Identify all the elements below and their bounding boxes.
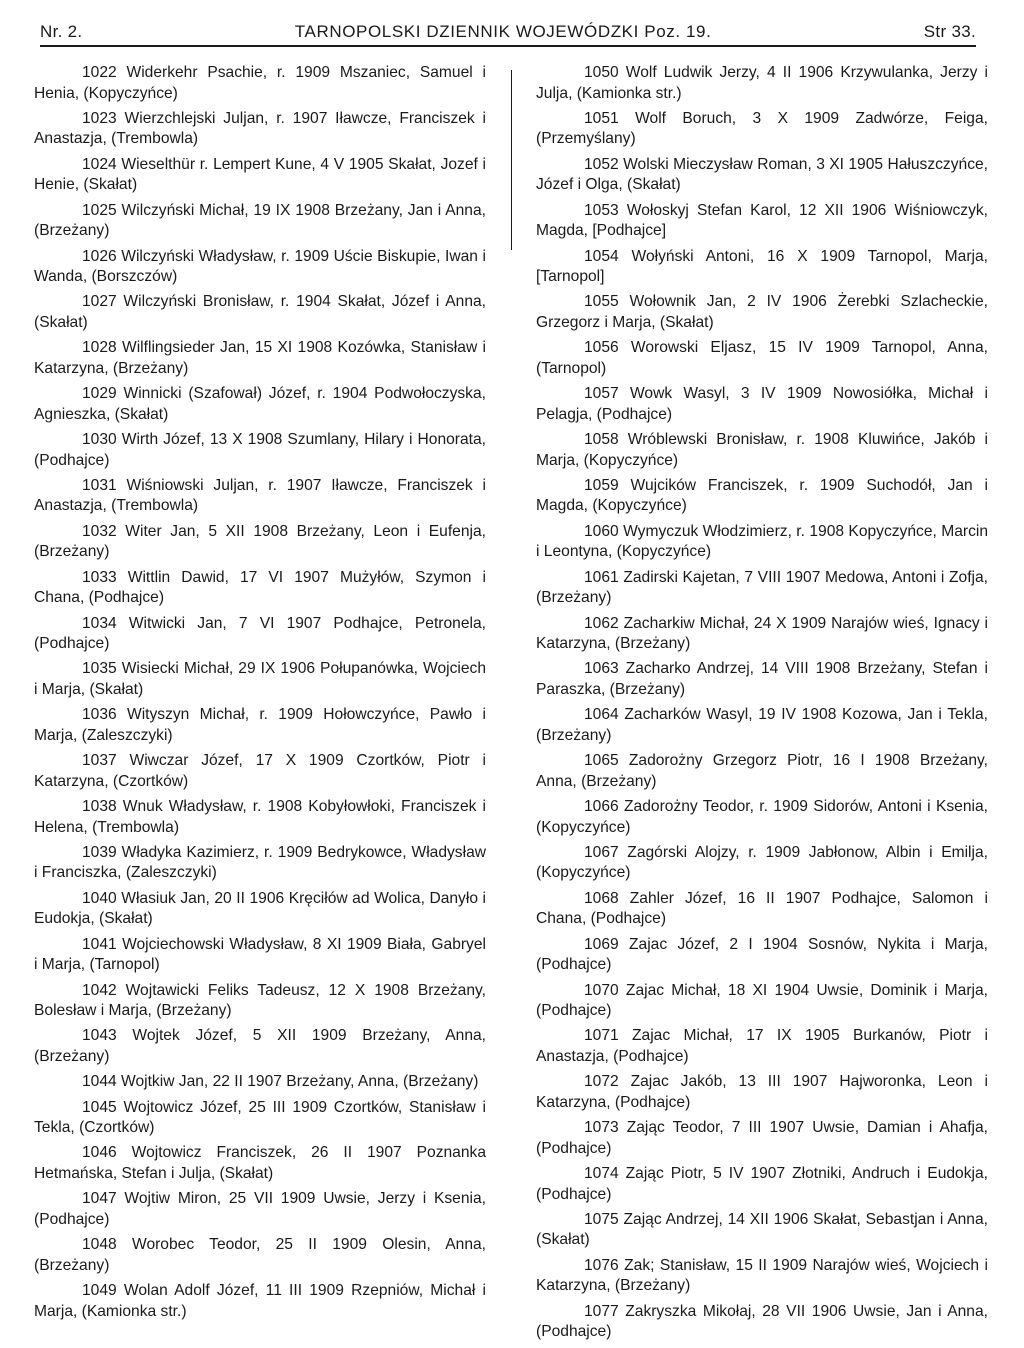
list-entry: 1028 Wilflingsieder Jan, 15 XI 1908 Kozówka, Stanisław i Katarzyna, (Brzeżany)	[34, 339, 486, 377]
list-entry: 1058 Wróblewski Bronisław, r. 1908 Kluwińce, Jakób i Marja, (Kopyczyńce)	[536, 431, 988, 469]
list-entry: 1026 Wilczyński Władysław, r. 1909 Uście Biskupie, Iwan i Wanda, (Borszczów)	[34, 247, 486, 286]
list-entry: 1031 Wiśniowski Juljan, r. 1907 Iławcze, Franciszek i Anastazja, (Trembowla)	[34, 476, 486, 515]
list-entry: 1036 Wityszyn Michał, r. 1909 Hołowczyńce, Pawło i Marja, (Zaleszczyki)	[34, 706, 486, 744]
list-entry: 1057 Wowk Wasyl, 3 IV 1909 Nowosiółka, Michał i Pelagja, (Podhajce)	[536, 385, 988, 423]
list-entry: 1061 Zadirski Kajetan, 7 VIII 1907 Medowa, Antoni i Zofja, (Brzeżany)	[536, 568, 988, 607]
page-header	[40, 12, 976, 47]
list-entry: 1024 Wieselthür r. Lempert Kune, 4 V 1905 Skałat, Jozef i Henie, (Skałat)	[34, 155, 486, 194]
list-entry: 1044 Wojtkiw Jan, 22 II 1907 Brzeżany, Anna, (Brzeżany)	[82, 1073, 479, 1091]
list-entry: 1063 Zacharko Andrzej, 14 VIII 1908 Brzeżany, Stefan i Paraszka, (Brzeżany)	[536, 660, 988, 698]
list-entry: 1041 Wojciechowski Władysław, 8 XI 1909 Biała, Gabryel i Marja, (Tarnopol)	[34, 935, 486, 974]
list-entry: 1068 Zahler Józef, 16 II 1907 Podhajce, Salomon i Chana, (Podhajce)	[536, 889, 988, 928]
list-entry: 1067 Zagórski Alojzy, r. 1909 Jabłonow, Albin i Emilja, (Kopyczyńce)	[536, 843, 988, 882]
list-entry: 1040 Własiuk Jan, 20 II 1906 Kręciłów ad Wolica, Danyło i Eudokja, (Skałat)	[34, 889, 486, 928]
list-entry: 1076 Zak; Stanisław, 15 II 1909 Narajów wieś, Wojciech i Katarzyna, (Brzeżany)	[536, 1256, 988, 1295]
list-entry: 1056 Worowski Eljasz, 15 IV 1909 Tarnopol, Anna, (Tarnopol)	[536, 339, 988, 377]
list-entry: 1025 Wilczyński Michał, 19 IX 1908 Brzeżany, Jan i Anna, (Brzeżany)	[34, 201, 486, 240]
right-column	[536, 63, 988, 1348]
list-entry: 1072 Zajac Jakób, 13 III 1907 Hajworonka, Leon i Katarzyna, (Podhajce)	[536, 1073, 988, 1111]
list-entry: 1051 Wolf Boruch, 3 X 1909 Zadwórze, Feiga, (Przemyślany)	[536, 109, 988, 148]
column-divider	[511, 70, 512, 250]
list-entry: 1034 Witwicki Jan, 7 VI 1907 Podhajce, Petronela, (Podhajce)	[34, 614, 486, 653]
list-entry: 1069 Zajac Józef, 2 I 1904 Sosnów, Nykita i Marja, (Podhajce)	[536, 935, 988, 974]
list-entry: 1023 Wierzchlejski Juljan, r. 1907 Iławcze, Franciszek i Anastazja, (Trembowla)	[34, 109, 486, 148]
issue-number: Nr. 2.	[40, 22, 83, 41]
list-entry: 1038 Wnuk Władysław, r. 1908 Kobyłowłoki, Franciszek i Helena, (Trembowla)	[34, 798, 486, 836]
list-entry: 1052 Wolski Mieczysław Roman, 3 XI 1905 Hałuszczyńce, Józef i Olga, (Skałat)	[536, 155, 988, 194]
page-number: Str 33.	[923, 22, 976, 41]
list-entry: 1065 Zadorożny Grzegorz Piotr, 16 I 1908 Brzeżany, Anna, (Brzeżany)	[536, 752, 988, 790]
list-entry: 1055 Wołownik Jan, 2 IV 1906 Żerebki Szlacheckie, Grzegorz i Marja, (Skałat)	[536, 293, 988, 331]
list-entry: 1071 Zajac Michał, 17 IX 1905 Burkanów, Piotr i Anastazja, (Podhajce)	[536, 1027, 988, 1065]
list-entry: 1029 Winnicki (Szafował) Józef, r. 1904 Podwołoczyska, Agnieszka, (Skałat)	[34, 385, 486, 423]
list-entry: 1054 Wołyński Antoni, 16 X 1909 Tarnopol, Marja, [Tarnopol]	[536, 247, 988, 286]
list-entry: 1050 Wolf Ludwik Jerzy, 4 II 1906 Krzywulanka, Jerzy i Julja, (Kamionka str.)	[536, 64, 988, 102]
list-entry: 1066 Zadorożny Teodor, r. 1909 Sidorów, Antoni i Ksenia, (Kopyczyńce)	[536, 798, 988, 836]
list-entry: 1062 Zacharkiw Michał, 24 X 1909 Narajów wieś, Ignacy i Katarzyna, (Brzeżany)	[536, 614, 988, 653]
list-entry: 1045 Wojtowicz Józef, 25 III 1909 Czortków, Stanisław i Tekla, (Czortków)	[34, 1098, 486, 1137]
list-entry: 1053 Wołoskyj Stefan Karol, 12 XII 1906 Wiśniowczyk, Magda, [Podhajce]	[536, 201, 988, 240]
list-entry: 1075 Zając Andrzej, 14 XII 1906 Skałat, Sebastjan i Anna, (Skałat)	[536, 1210, 988, 1249]
list-entry: 1073 Zając Teodor, 7 III 1907 Uwsie, Damian i Ahafja, (Podhajce)	[536, 1119, 988, 1157]
list-entry: 1046 Wojtowicz Franciszek, 26 II 1907 Poznanka Hetmańska, Stefan i Julja, (Skałat)	[34, 1144, 486, 1182]
list-entry: 1077 Zakryszka Mikołaj, 28 VII 1906 Uwsie, Jan i Anna, (Podhajce)	[536, 1302, 988, 1341]
list-entry: 1022 Widerkehr Psachie, r. 1909 Mszaniec, Samuel i Henia, (Kopyczyńce)	[34, 64, 486, 102]
list-entry: 1070 Zajac Michał, 18 XI 1904 Uwsie, Dominik i Marja, (Podhajce)	[536, 981, 988, 1020]
list-entry: 1042 Wojtawicki Feliks Tadeusz, 12 X 1908 Brzeżany, Bolesław i Marja, (Brzeżany)	[34, 981, 486, 1020]
list-entry: 1039 Władyka Kazimierz, r. 1909 Bedrykowce, Władysław i Franciszka, (Zaleszczyki)	[34, 843, 486, 882]
list-entry: 1047 Wojtiw Miron, 25 VII 1909 Uwsie, Jerzy i Ksenia, (Podhajce)	[34, 1190, 486, 1228]
journal-title: TARNOPOLSKI DZIENNIK WOJEWÓDZKI Poz. 19.	[294, 22, 712, 41]
list-entry: 1032 Witer Jan, 5 XII 1908 Brzeżany, Leon i Eufenja, (Brzeżany)	[34, 522, 486, 561]
list-entry: 1035 Wisiecki Michał, 29 IX 1906 Połupanówka, Wojciech i Marja, (Skałat)	[34, 660, 486, 698]
list-entry: 1059 Wujcików Franciszek, r. 1909 Suchodół, Jan i Magda, (Kopyczyńce)	[536, 476, 988, 515]
list-entry: 1033 Wittlin Dawid, 17 VI 1907 Mużyłów, Szymon i Chana, (Podhajce)	[34, 568, 486, 607]
left-column	[34, 63, 486, 1327]
list-entry: 1060 Wymyczuk Włodzimierz, r. 1908 Kopyczyńce, Marcin i Leontyna, (Kopyczyńce)	[536, 522, 988, 561]
list-entry: 1049 Wolan Adolf Józef, 11 III 1909 Rzepniów, Michał i Marja, (Kamionka str.)	[34, 1282, 486, 1320]
list-entry: 1037 Wiwczar Józef, 17 X 1909 Czortków, Piotr i Katarzyna, (Czortków)	[34, 752, 486, 790]
list-entry: 1027 Wilczyński Bronisław, r. 1904 Skałat, Józef i Anna, (Skałat)	[34, 293, 486, 331]
list-entry: 1048 Worobec Teodor, 25 II 1909 Olesin, Anna, (Brzeżany)	[34, 1236, 486, 1274]
list-entry: 1030 Wirth Józef, 13 X 1908 Szumlany, Hilary i Honorata, (Podhajce)	[34, 431, 486, 469]
list-entry: 1074 Zając Piotr, 5 IV 1907 Złotniki, Andruch i Eudokja, (Podhajce)	[536, 1165, 988, 1203]
list-entry: 1043 Wojtek Józef, 5 XII 1909 Brzeżany, Anna, (Brzeżany)	[34, 1027, 486, 1065]
list-entry: 1064 Zacharków Wasyl, 19 IV 1908 Kozowa, Jan i Tekla, (Brzeżany)	[536, 706, 988, 744]
